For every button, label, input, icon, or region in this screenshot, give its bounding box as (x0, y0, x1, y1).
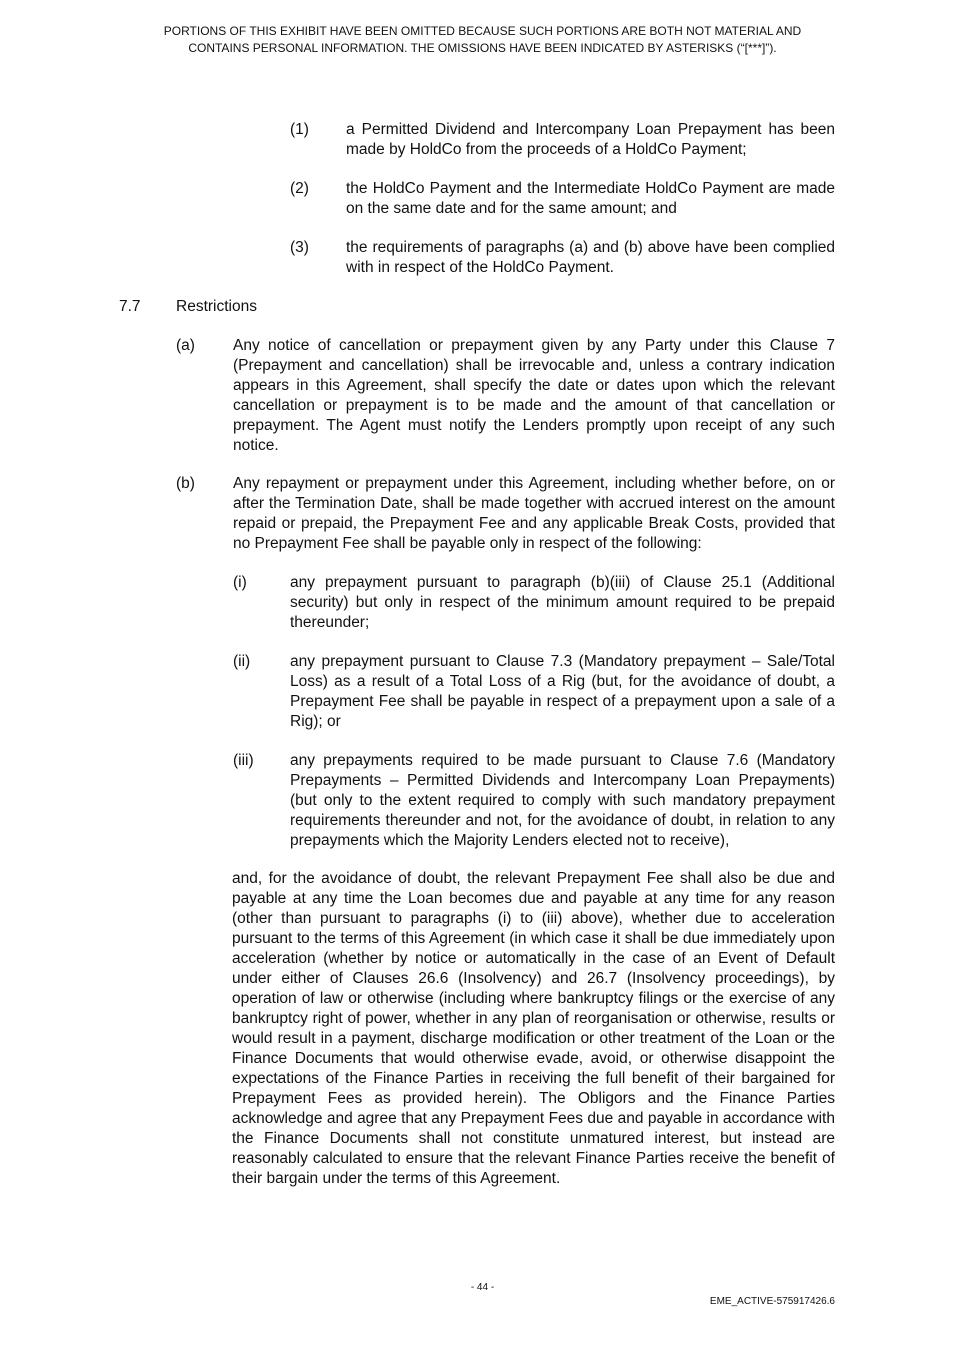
omission-notice (0, 23, 965, 57)
list-item-text: the requirements of paragraphs (a) and (b) above have been complied with in respect of the HoldCo Payment. (346, 239, 835, 276)
list-item-number: (2) (290, 180, 309, 197)
paragraph-b-text: Any repayment or prepayment under this Agreement, including whether before, on or after the Termination Date, shall be made together with accrued interest on the amount repaid or prepaid, the Prepayment Fee and any applicable Break Costs, provided that no Prepayment Fee shall be payable only in respect of the following: (233, 475, 835, 552)
sublist-item-number: (iii) (233, 752, 254, 769)
section-number: 7.7 (119, 298, 141, 315)
paragraph-b-number: (b) (176, 475, 195, 492)
list-item-number: (3) (290, 239, 309, 256)
closing-paragraph: and, for the avoidance of doubt, the relevant Prepayment Fee shall also be due and payable at any time the Loan becomes due and payable at any time for any reason (other than pursuant to paragraphs (i) to (iii) above), whether due to acceleration pursuant to the terms of this Agreement (in which case it shall be due immediately upon acceleration (whether by notice or automatically in the case of an Event of Default under either of Clauses 26.6 (Insolvency) and 26.7 (Insolvency proceedings), by operation of law or otherwise (including where bankruptcy filings or the exercise of any bankruptcy right of power, whether in any plan of reorganisation or otherwise, results or would result in a payment, discharge modification or other treatment of the Loan or the Finance Documents that would otherwise evade, avoid, or otherwise disappoint the expectations of the Finance Parties in receiving the full benefit of their bargained for Prepayment Fees as provided herein). The Obligors and the Finance Parties acknowledge and agree that any Prepayment Fees due and payable in accordance with the Finance Documents shall not constitute unmatured interest, but instead are reasonably calculated to ensure that the relevant Finance Parties receive the benefit of their bargain under the terms of this Agreement. (232, 870, 835, 1187)
sublist-item-number: (ii) (233, 653, 251, 670)
omission-notice-line2: CONTAINS PERSONAL INFORMATION. THE OMISSIONS HAVE BEEN INDICATED BY ASTERISKS (“[***]”). (188, 41, 777, 55)
page-number: - 44 - (470, 1282, 495, 1293)
paragraph-a-number: (a) (176, 337, 195, 354)
sublist-item-text: any prepayment pursuant to paragraph (b)(iii) of Clause 25.1 (Additional security) but only in respect of the minimum amount required to be prepaid thereunder; (290, 574, 835, 631)
sublist-item-text: any prepayments required to be made pursuant to Clause 7.6 (Mandatory Prepayments – Permitted Dividends and Intercompany Loan Prepayments) (but only to the extent required to comply with such mandatory prepayment requirements thereunder and not, for the avoidance of doubt, in relation to any prepayments which the Majority Lenders elected not to receive), (290, 752, 835, 849)
section-title: Restrictions (176, 298, 257, 315)
sublist-item-text: any prepayment pursuant to Clause 7.3 (Mandatory prepayment – Sale/Total Loss) as a result of a Total Loss of a Rig (but, for the avoidance of doubt, a Prepayment Fee shall be payable in respect of a prepayment upon a sale of a Rig); or (290, 653, 835, 730)
list-item-text: the HoldCo Payment and the Intermediate HoldCo Payment are made on the same date and for the same amount; and (346, 180, 835, 217)
sublist-item-number: (i) (233, 574, 247, 591)
paragraph-a-text: Any notice of cancellation or prepayment given by any Party under this Clause 7 (Prepayment and cancellation) shall be irrevocable and, unless a contrary indication appears in this Agreement, shall specify the date or dates upon which the relevant cancellation or prepayment is to be made and the amount of that cancellation or prepayment. The Agent must notify the Lenders promptly upon receipt of any such notice. (233, 337, 835, 454)
omission-notice-line1: PORTIONS OF THIS EXHIBIT HAVE BEEN OMITTED BECAUSE SUCH PORTIONS ARE BOTH NOT MATERIAL AND (163, 24, 802, 38)
document-reference: EME_ACTIVE-575917426.6 (709, 1296, 835, 1307)
list-item-number: (1) (290, 121, 309, 138)
list-item-text: a Permitted Dividend and Intercompany Loan Prepayment has been made by HoldCo from the proceeds of a HoldCo Payment; (346, 121, 835, 158)
